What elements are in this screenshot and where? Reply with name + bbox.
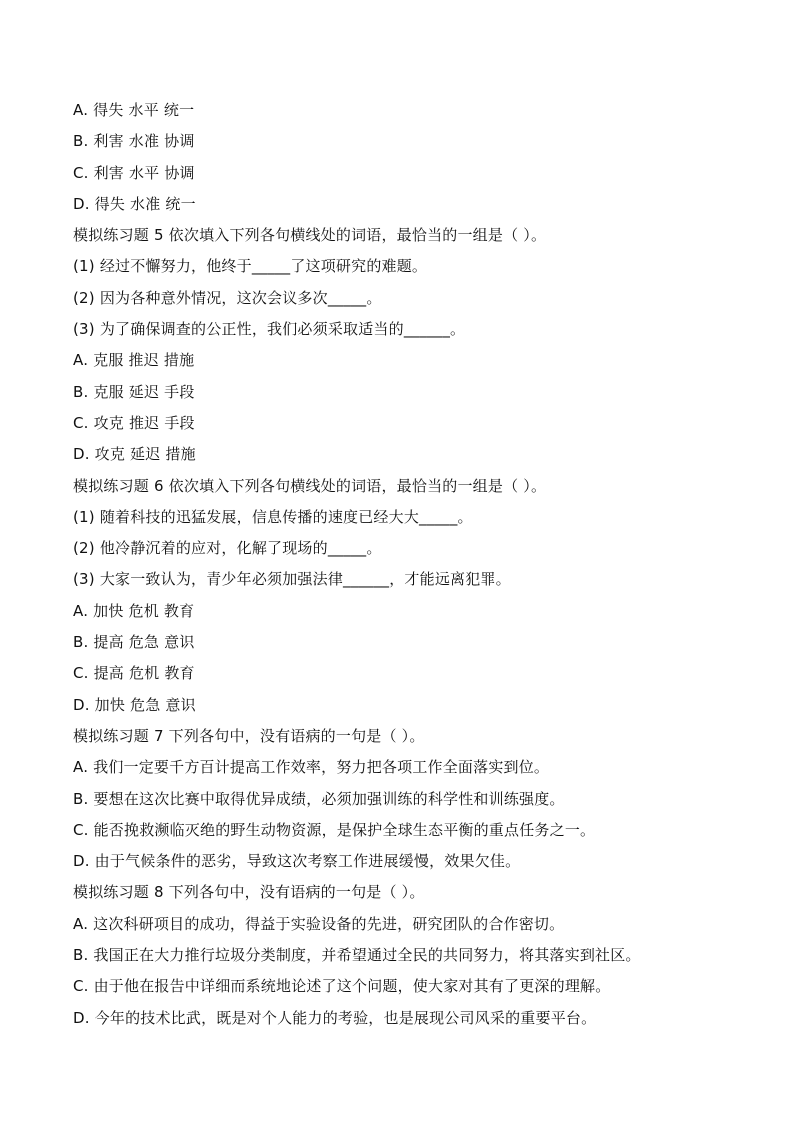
option-line: D. 由于气候条件的恶劣，导致这次考察工作进展缓慢，效果欠佳。 (73, 852, 521, 871)
question-title: 模拟练习题 8 下列各句中，没有语病的一句是（ ）。 (73, 883, 425, 902)
option-line: A. 得失 水平 统一 (73, 101, 195, 119)
option-line: D. 攻克 延迟 措施 (73, 445, 196, 464)
option-line: B. 克服 延迟 手段 (73, 382, 195, 401)
option-line: B. 我国正在大力推行垃圾分类制度，并希望通过全民的共同努力，将其落实到社区。 (73, 946, 641, 965)
sentence-line: (1) 随着科技的迅猛发展，信息传播的速度已经大大_____。 (73, 507, 473, 526)
option-line: A. 我们一定要千方百计提高工作效率，努力把各项工作全面落实到位。 (73, 758, 550, 777)
sentence-line: (1) 经过不懈努力，他终于_____了这项研究的难题。 (73, 257, 428, 276)
option-line: A. 加快 危机 教育 (73, 601, 195, 620)
question-title: 模拟练习题 6 依次填入下列各句横线处的词语，最恰当的一组是（ ）。 (73, 476, 547, 495)
option-line: B. 要想在这次比赛中取得优异成绩，必须加强训练的科学性和训练强度。 (73, 789, 565, 808)
sentence-line: (3) 为了确保调查的公正性，我们必须采取适当的______。 (73, 320, 466, 339)
option-line: C. 提高 危机 教育 (73, 664, 195, 683)
option-line: D. 得失 水准 统一 (73, 194, 196, 213)
option-line: C. 利害 水平 协调 (73, 163, 195, 182)
option-line: D. 加快 危急 意识 (73, 695, 196, 714)
sentence-line: (3) 大家一致认为，青少年必须加强法律______，才能远离犯罪。 (73, 570, 511, 589)
option-line: D. 今年的技术比武，既是对个人能力的考验，也是展现公司风采的重要平台。 (73, 1008, 597, 1027)
option-line: C. 能否挽救濒临灭绝的野生动物资源，是保护全球生态平衡的重点任务之一。 (73, 820, 596, 839)
option-line: A. 这次科研项目的成功，得益于实验设备的先进，研究团队的合作密切。 (73, 914, 565, 933)
option-line: B. 提高 危急 意识 (73, 633, 195, 652)
sentence-line: (2) 他冷静沉着的应对，化解了现场的_____。 (73, 539, 382, 558)
question-title: 模拟练习题 5 依次填入下列各句横线处的词语，最恰当的一组是（ ）。 (73, 226, 547, 245)
question-title: 模拟练习题 7 下列各句中，没有语病的一句是（ ）。 (73, 726, 425, 745)
option-line: C. 攻克 推迟 手段 (73, 413, 195, 432)
sentence-line: (2) 因为各种意外情况，这次会议多次_____。 (73, 288, 382, 307)
document-page (73, 95, 753, 1034)
option-line: A. 克服 推迟 措施 (73, 351, 195, 370)
option-line: C. 由于他在报告中详细而系统地论述了这个问题，使大家对其有了更深的理解。 (73, 977, 611, 996)
option-line: B. 利害 水准 协调 (73, 132, 195, 151)
